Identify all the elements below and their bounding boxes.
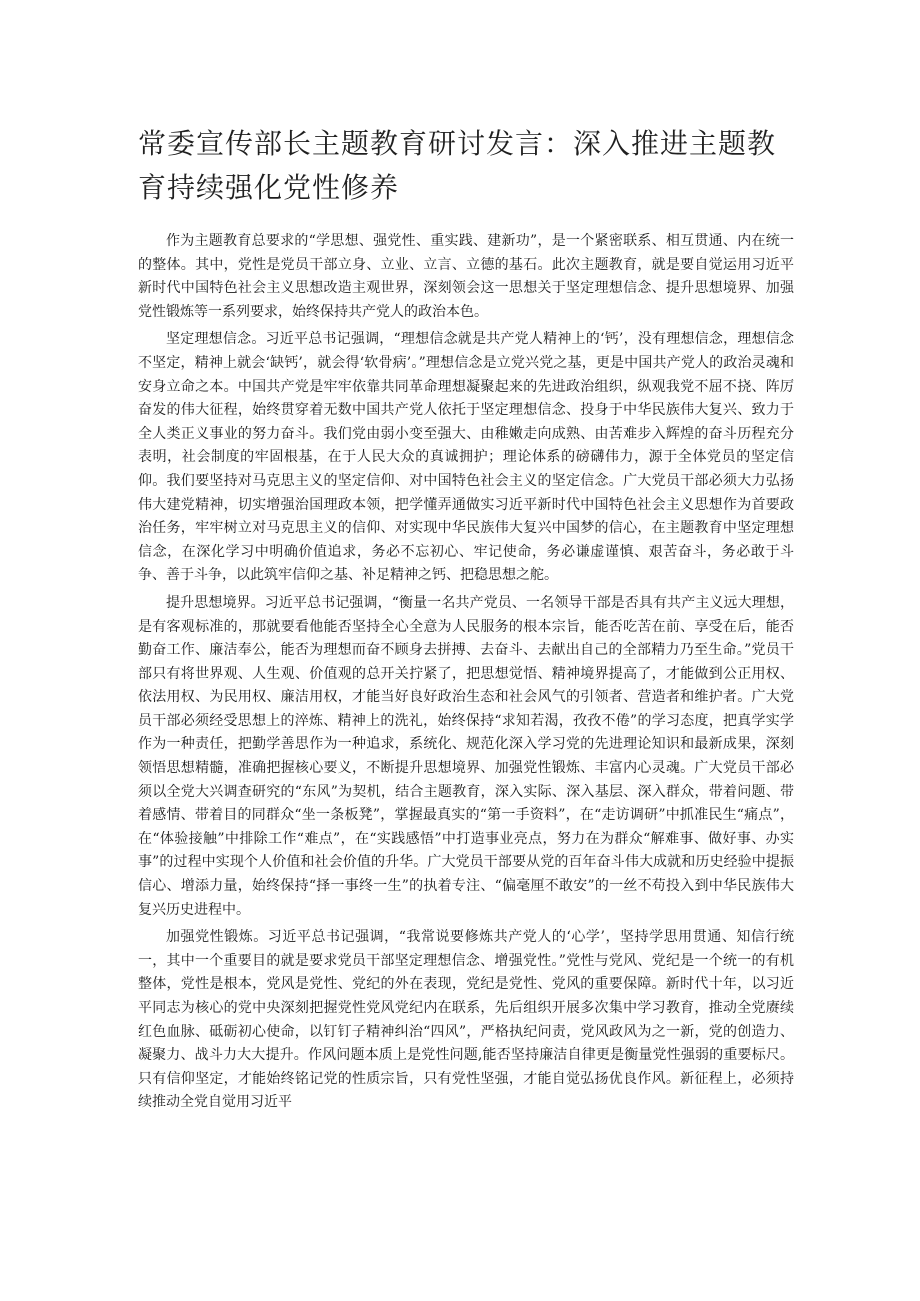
paragraph-ideals: 坚定理想信念。习近平总书记强调，“理想信念就是共产党人精神上的‘钙’，没有理想信念，理想信念不坚定，精神上就会‘缺钙’，就会得‘软骨病’。”理想信念是立党兴党之基，更是中国共产党人的政治灵魂和安身立命之本。中国共产党是牢牢依靠共同革命理想凝聚起来的先进政治组织，纵观我党不屈不挠、阵厉奋发的伟大征程，始终贯穿着无数中国共产党人依托于坚定理想信念、投身于中华民族伟大复兴、致力于全人类正义事业的努力奋斗。我们党由弱小变至强大、由稚嫩走向成熟、由苦难步入辉煌的奋斗历程充分表明，社会制度的牢固根基，在于人民大众的真诚拥护；理论体系的磅礴伟力，源于全体党员的坚定信仰。我们要坚持对马克思主义的坚定信仰、对中国特色社会主义的坚定信念。广大党员干部必须大力弘扬伟大建党精神，切实增强治国理政本领，把学懂弄通做实习近平新时代中国特色社会主义思想作为首要政治任务，牢牢树立对马克思主义的信仰、对实现中华民族伟大复兴中国梦的信心，在主题教育中坚定理想信念，在深化学习中明确价值追求，务必不忘初心、牢记使命，务必谦虚谨慎、艰苦奋斗，务必敢于斗争、善于斗争，以此筑牢信仰之基、补足精神之钙、把稳思想之舵。	[138, 331, 794, 584]
document-body	[138, 230, 794, 1119]
paragraph-intro: 作为主题教育总要求的“学思想、强党性、重实践、建新功”，是一个紧密联系、相互贯通、内在统一的整体。其中，党性是党员干部立身、立业、立言、立德的基石。此次主题教育，就是要自觉运用习近平新时代中国特色社会主义思想改造主观世界，深刻领会这一思想关于坚定理想信念、提升思想境界、加强党性锻炼等一系列要求，始终保持共产党人的政治本色。	[138, 233, 794, 320]
paragraph-party-spirit: 加强党性锻炼。习近平总书记强调，“我常说要修炼共产党人的‘心学’，坚持学思用贯通、知信行统一，其中一个重要目的就是要求党员干部坚定理想信念、增强党性。”党性与党风、党纪是一个统一的有机整体，党性是根本，党风是党性、党纪的外在表现，党纪是党性、党风的重要保障。新时代十年，以习近平同志为核心的党中央深刻把握党性党风党纪内在联系，先后组织开展多次集中学习教育，推动全党赓续红色血脉、砥砺初心使命，以钉钉子精神纠治“四风”，严格执纪问责，党风政风为之一新，党的创造力、凝聚力、战斗力大大提升。作风问题本质上是党性问题,能否坚持廉洁自律更是衡量党性强弱的重要标尺。只有信仰坚定，才能始终铭记党的性质宗旨，只有党性坚强，才能自觉弘扬优良作风。新征程上，必须持续推动全党自觉用习近平	[138, 929, 794, 1111]
document-title: 常委宣传部长主题教育研讨发言：深入推进主题教育持续强化党性修养	[138, 127, 777, 204]
paragraph-mindset: 提升思想境界。习近平总书记强调，“衡量一名共产党员、一名领导干部是否具有共产主义远大理想，是有客观标准的，那就要看他能否坚持全心全意为人民服务的根本宗旨，能否吃苦在前、享受在后，能否勤奋工作、廉洁奉公，能否为理想而奋不顾身去拼搏、去奋斗、去献出自己的全部精力乃至生命。”党员干部只有将世界观、人生观、价值观的总开关拧紧了，把思想觉悟、精神境界提高了，才能做到公正用权、依法用权、为民用权、廉洁用权，才能当好良好政治生态和社会风气的引领者、营造者和维护者。广大党员干部必须经受思想上的淬炼、精神上的洗礼，始终保持“求知若渴，孜孜不倦”的学习态度，把真学实学作为一种责任，把勤学善思作为一种追求，系统化、规范化深入学习党的先进理论知识和最新成果，深刻领悟思想精髓，准确把握核心要义，不断提升思想境界、加强党性锻炼、丰富内心灵魂。广大党员干部必须以全党大兴调查研究的“东风”为契机，结合主题教育，深入实际、深入基层、深入群众，带着问题、带着感情、带着目的同群众“坐一条板凳”，掌握最真实的“第一手资料”，在“走访调研”中抓准民生“痛点”，在“体验接触”中排除工作“难点”，在“实践感悟”中打造事业亮点，努力在为群众“解难事、做好事、办实事”的过程中实现个人价值和社会价值的升华。广大党员干部要从党的百年奋斗伟大成就和历史经验中提振信心、增添力量，始终保持“择一事终一生”的执着专注、“偏毫厘不敢安”的一丝不苟投入到中华民族伟大复兴历史进程中。	[138, 594, 794, 918]
